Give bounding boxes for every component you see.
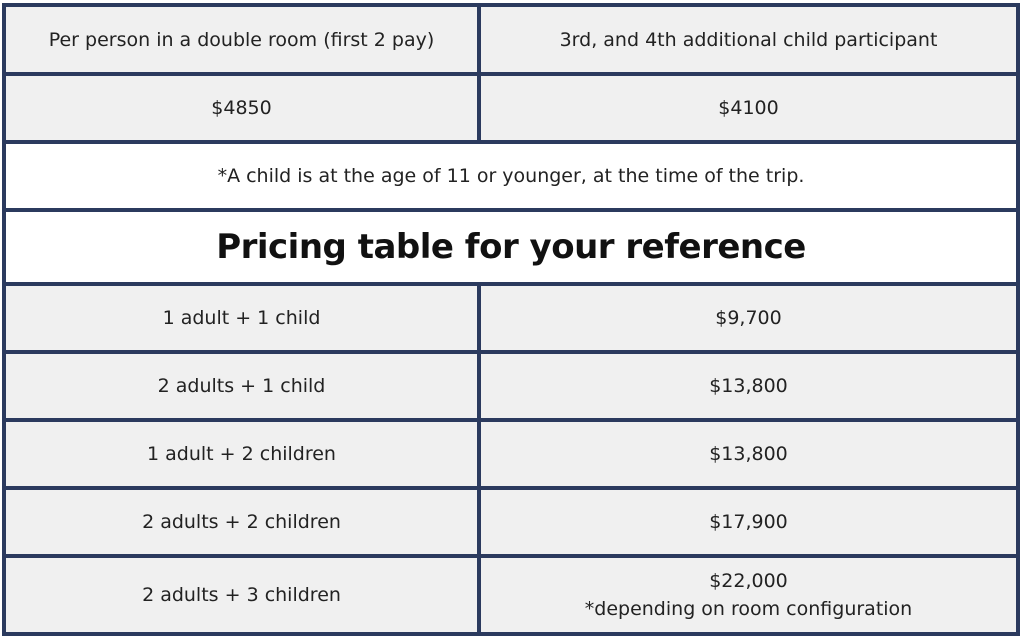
- header-additional-child-label: 3rd, and 4th additional child participant: [559, 28, 938, 51]
- table-row-label: [6, 354, 477, 418]
- table-row-price: [481, 558, 1016, 632]
- header-cell-double-room: [6, 7, 477, 72]
- child-age-note: *A child is at the age of 11 or younger, at the time of the trip.: [217, 165, 805, 187]
- row-label: 2 adults + 2 children: [142, 511, 341, 533]
- row-price: $13,800: [709, 443, 788, 465]
- table-row-label: [6, 558, 477, 632]
- row-price: $13,800: [709, 375, 788, 397]
- table-row-label: [6, 422, 477, 486]
- price-cell-additional-child: [481, 76, 1016, 140]
- price-additional-child: $4100: [718, 97, 779, 119]
- row-label: 2 adults + 3 children: [142, 584, 341, 606]
- row-label: 2 adults + 1 child: [157, 375, 326, 397]
- row-price: $22,000: [709, 570, 788, 592]
- row-label: 1 adult + 1 child: [162, 307, 321, 329]
- room-configuration-footnote: *depending on room configuration: [584, 598, 913, 620]
- table-row-price: [481, 286, 1016, 350]
- header-cell-additional-child: [481, 7, 1016, 72]
- pricing-title: Pricing table for your reference: [216, 227, 806, 267]
- pricing-table: [2, 3, 1020, 636]
- table-row-label: [6, 286, 477, 350]
- row-label: 1 adult + 2 children: [147, 443, 336, 465]
- child-age-note-cell: [6, 144, 1016, 208]
- row-price: $9,700: [715, 307, 782, 329]
- header-double-room-label: Per person in a double room (first 2 pay): [48, 28, 435, 51]
- pricing-title-cell: [6, 212, 1016, 282]
- price-double-room: $4850: [211, 97, 272, 119]
- table-row-price: [481, 490, 1016, 554]
- price-cell-double-room: [6, 76, 477, 140]
- row-price: $17,900: [709, 511, 788, 533]
- table-row-label: [6, 490, 477, 554]
- table-row-price: [481, 354, 1016, 418]
- table-row-price: [481, 422, 1016, 486]
- row-price-stack: [585, 567, 912, 623]
